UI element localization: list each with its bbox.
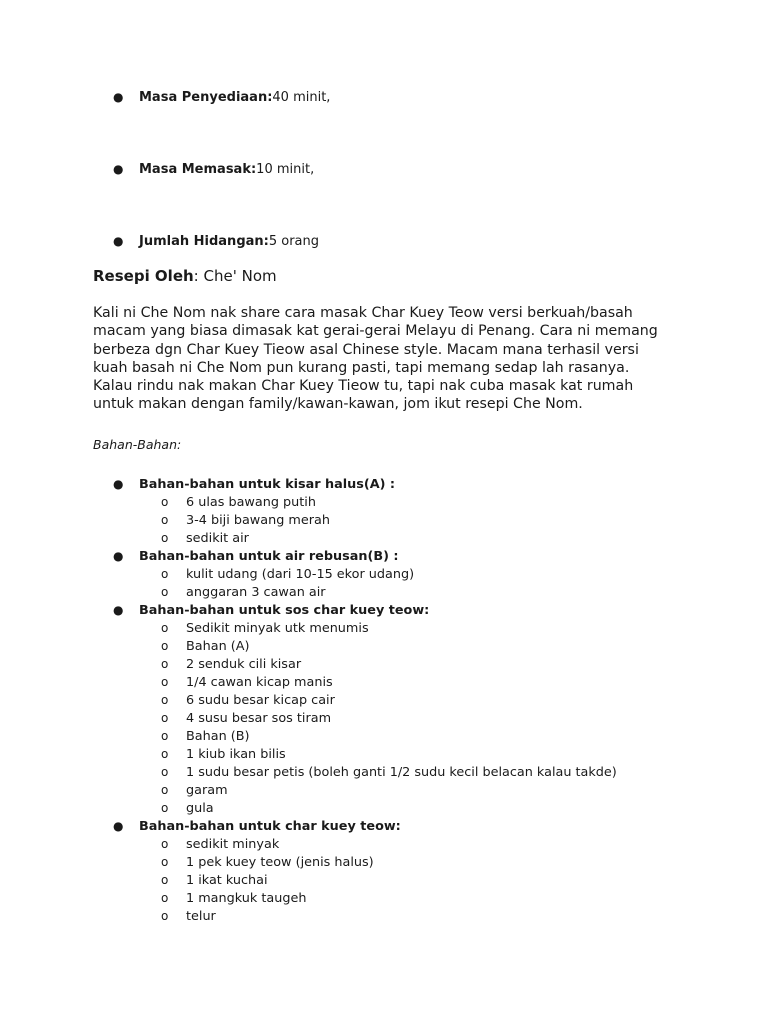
sub-bullet-icon: o	[161, 495, 169, 509]
ingredient-item	[113, 709, 673, 727]
ingredient-text: Sedikit minyak utk menumis	[186, 620, 369, 636]
recipe-author	[93, 267, 277, 285]
sub-bullet-icon: o	[161, 747, 169, 761]
sub-bullet-icon: o	[161, 837, 169, 851]
sub-bullet-icon: o	[161, 855, 169, 869]
ingredient-item	[113, 835, 673, 853]
ingredient-item	[113, 871, 673, 889]
bullet-icon: ●	[113, 549, 124, 563]
bullet-icon: ●	[113, 603, 124, 617]
meta-item-cook-time	[113, 162, 314, 177]
bullet-icon: ●	[113, 819, 124, 833]
ingredient-item	[113, 745, 673, 763]
sub-bullet-icon: o	[161, 675, 169, 689]
meta-label: Masa Penyediaan:	[139, 90, 273, 105]
sub-bullet-icon: o	[161, 909, 169, 923]
sub-bullet-icon: o	[161, 711, 169, 725]
ingredient-item	[113, 493, 673, 511]
bullet-icon: ●	[113, 162, 124, 176]
ingredient-text: 2 senduk cili kisar	[186, 656, 302, 672]
ingredient-text: kulit udang (dari 10-15 ekor udang)	[186, 566, 415, 582]
meta-item-servings	[113, 234, 319, 249]
ingredient-text: Bahan (A)	[186, 638, 250, 654]
sub-bullet-icon: o	[161, 891, 169, 905]
ingredient-group-label: Bahan-bahan untuk air rebusan(B) :	[139, 548, 399, 564]
sub-bullet-icon: o	[161, 729, 169, 743]
ingredient-item	[113, 691, 673, 709]
meta-value: 10 minit,	[256, 162, 315, 177]
ingredient-text: 1 pek kuey teow (jenis halus)	[186, 854, 374, 870]
ingredient-item	[113, 565, 673, 583]
ingredient-group-label: Bahan-bahan untuk char kuey teow:	[139, 818, 401, 834]
ingredient-group-heading	[113, 601, 673, 619]
sub-bullet-icon: o	[161, 531, 169, 545]
ingredient-item	[113, 655, 673, 673]
ingredient-text: 6 sudu besar kicap cair	[186, 692, 335, 708]
ingredient-item	[113, 781, 673, 799]
ingredient-text: 4 susu besar sos tiram	[186, 710, 332, 726]
ingredient-text: gula	[186, 800, 214, 816]
intro-paragraph: Kali ni Che Nom nak share cara masak Char Kuey Teow versi berkuah/basah macam yang biasa dimasak kat gerai-gerai Melayu di Penang. Cara ni memang berbeza dgn Char Kuey Tieow asal Chinese style. Macam mana terhasil versi kuah basah ni Che Nom pun kurang pasti, tapi memang sedap lah rasanya. Kalau rindu nak makan Char Kuey Tieow tu, tapi nak cuba masak kat rumah untuk makan dengan family/kawan-kawan, jom ikut resepi Che Nom.	[93, 305, 658, 413]
ingredient-item	[113, 853, 673, 871]
ingredient-item	[113, 529, 673, 547]
ingredient-item	[113, 889, 673, 907]
ingredient-list	[113, 475, 673, 925]
ingredient-text: 1 mangkuk taugeh	[186, 890, 307, 906]
ingredient-text: Bahan (B)	[186, 728, 250, 744]
ingredient-text: 3-4 biji bawang merah	[186, 512, 330, 528]
ingredient-text: anggaran 3 cawan air	[186, 584, 326, 600]
sub-bullet-icon: o	[161, 765, 169, 779]
recipe-author-label: Resepi Oleh	[93, 267, 194, 285]
sub-bullet-icon: o	[161, 657, 169, 671]
ingredient-item	[113, 673, 673, 691]
recipe-author-value: : Che' Nom	[193, 267, 277, 285]
ingredient-item	[113, 727, 673, 745]
meta-item-prep-time	[113, 90, 330, 105]
ingredient-text: 1 kiub ikan bilis	[186, 746, 286, 762]
sub-bullet-icon: o	[161, 783, 169, 797]
section-title-ingredients: Bahan-Bahan:	[93, 437, 182, 452]
meta-label: Masa Memasak:	[139, 162, 257, 177]
ingredient-item	[113, 799, 673, 817]
sub-bullet-icon: o	[161, 621, 169, 635]
ingredient-text: 1/4 cawan kicap manis	[186, 674, 333, 690]
sub-bullet-icon: o	[161, 585, 169, 599]
sub-bullet-icon: o	[161, 567, 169, 581]
ingredient-item	[113, 619, 673, 637]
ingredient-item	[113, 763, 673, 781]
ingredient-group-heading	[113, 817, 673, 835]
sub-bullet-icon: o	[161, 801, 169, 815]
ingredient-text: 6 ulas bawang putih	[186, 494, 316, 510]
ingredient-text: 1 ikat kuchai	[186, 872, 268, 888]
ingredient-item	[113, 907, 673, 925]
ingredient-text: sedikit minyak	[186, 836, 280, 852]
ingredient-group-label: Bahan-bahan untuk sos char kuey teow:	[139, 602, 430, 618]
sub-bullet-icon: o	[161, 513, 169, 527]
ingredient-text: telur	[186, 908, 216, 924]
ingredient-item	[113, 511, 673, 529]
meta-value: 5 orang	[268, 234, 320, 249]
ingredient-text: 1 sudu besar petis (boleh ganti 1/2 sudu kecil belacan kalau takde)	[186, 764, 617, 780]
sub-bullet-icon: o	[161, 693, 169, 707]
sub-bullet-icon: o	[161, 639, 169, 653]
meta-label: Jumlah Hidangan:	[139, 234, 269, 249]
ingredient-group-heading	[113, 547, 673, 565]
bullet-icon: ●	[113, 90, 124, 104]
sub-bullet-icon: o	[161, 873, 169, 887]
ingredient-group-label: Bahan-bahan untuk kisar halus(A) :	[139, 476, 396, 492]
ingredient-item	[113, 637, 673, 655]
bullet-icon: ●	[113, 234, 124, 248]
ingredient-group-heading	[113, 475, 673, 493]
bullet-icon: ●	[113, 477, 124, 491]
ingredient-text: sedikit air	[186, 530, 249, 546]
meta-value: 40 minit,	[272, 90, 331, 105]
ingredient-item	[113, 583, 673, 601]
ingredient-text: garam	[186, 782, 228, 798]
